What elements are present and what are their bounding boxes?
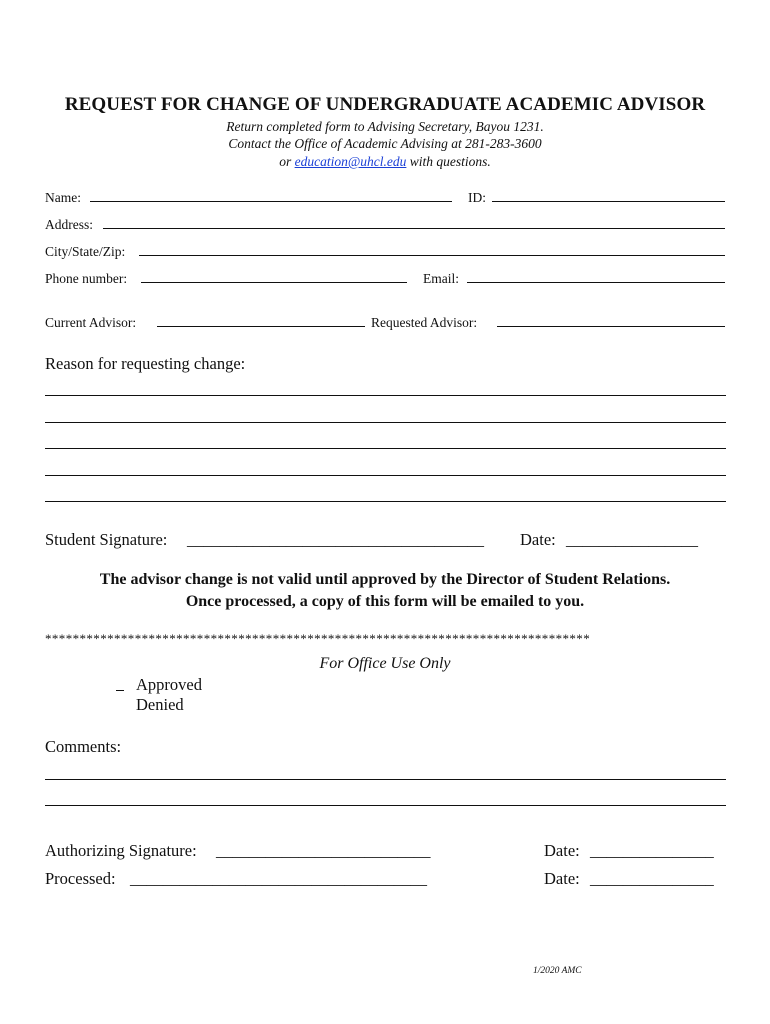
reason-line[interactable] [45, 475, 726, 476]
reason-line[interactable] [45, 395, 726, 396]
comments-line[interactable] [45, 805, 726, 806]
authorizing-date-field[interactable]: _______________ [590, 841, 714, 860]
comments-label: Comments: [45, 737, 122, 756]
approved-checkbox[interactable] [116, 690, 124, 691]
email-field[interactable] [467, 271, 725, 287]
form-version-footer: 1/2020 AMC [533, 966, 582, 976]
processed-date-field[interactable]: _______________ [590, 869, 714, 888]
office-separator: ******************************************************************************* [45, 631, 591, 646]
student-signature-label: Student Signature: [45, 530, 168, 549]
phone-label: Phone number: [45, 271, 128, 286]
processed-field[interactable]: ____________________________________ [130, 869, 427, 888]
requested-advisor-field[interactable] [497, 315, 725, 331]
student-date-label: Date: [520, 530, 556, 549]
email-label: Email: [423, 271, 459, 286]
instruction-line-1: Return completed form to Advising Secretary, Bayou 1231. [226, 119, 544, 134]
reason-label: Reason for requesting change: [45, 354, 246, 373]
office-use-heading: For Office Use Only [319, 655, 451, 672]
authorizing-date-label: Date: [544, 841, 580, 860]
instruction-suffix: with questions. [406, 154, 491, 169]
address-field[interactable] [103, 217, 725, 233]
form-title: REQUEST FOR CHANGE OF UNDERGRADUATE ACADEMIC ADVISOR [64, 94, 706, 115]
validity-notice: The advisor change is not valid until approved by the Director of Student Relations. [99, 571, 671, 588]
instruction-prefix: or [279, 154, 295, 169]
requested-advisor-label: Requested Advisor: [371, 315, 478, 330]
processed-date-label: Date: [544, 869, 580, 888]
reason-line[interactable] [45, 422, 726, 423]
name-field[interactable] [90, 190, 452, 206]
processed-label: Processed: [45, 869, 116, 888]
address-label: Address: [45, 217, 93, 232]
name-label: Name: [45, 190, 81, 205]
current-advisor-field[interactable] [157, 315, 365, 331]
student-signature-field[interactable]: ____________________________________ [187, 530, 484, 549]
student-date-field[interactable]: ________________ [566, 530, 698, 549]
authorizing-signature-label: Authorizing Signature: [45, 841, 197, 860]
reason-line[interactable] [45, 448, 726, 449]
processing-notice: Once processed, a copy of this form will be emailed to you. [185, 593, 585, 610]
id-field[interactable] [492, 190, 725, 206]
instruction-line-2: Contact the Office of Academic Advising at 281-283-3600 [228, 136, 542, 151]
comments-line[interactable] [45, 779, 726, 780]
phone-field[interactable] [141, 271, 407, 287]
denied-label: Denied [136, 695, 184, 714]
reason-line[interactable] [45, 501, 726, 502]
id-label: ID: [468, 190, 486, 205]
approved-label: Approved [136, 675, 202, 694]
instruction-line-3 [0, 154, 770, 170]
city-state-zip-field[interactable] [139, 244, 725, 260]
authorizing-signature-field[interactable]: __________________________ [216, 841, 431, 860]
advising-email-link[interactable]: education@uhcl.edu [294, 154, 407, 169]
current-advisor-label: Current Advisor: [45, 315, 137, 330]
city-state-zip-label: City/State/Zip: [45, 244, 126, 259]
